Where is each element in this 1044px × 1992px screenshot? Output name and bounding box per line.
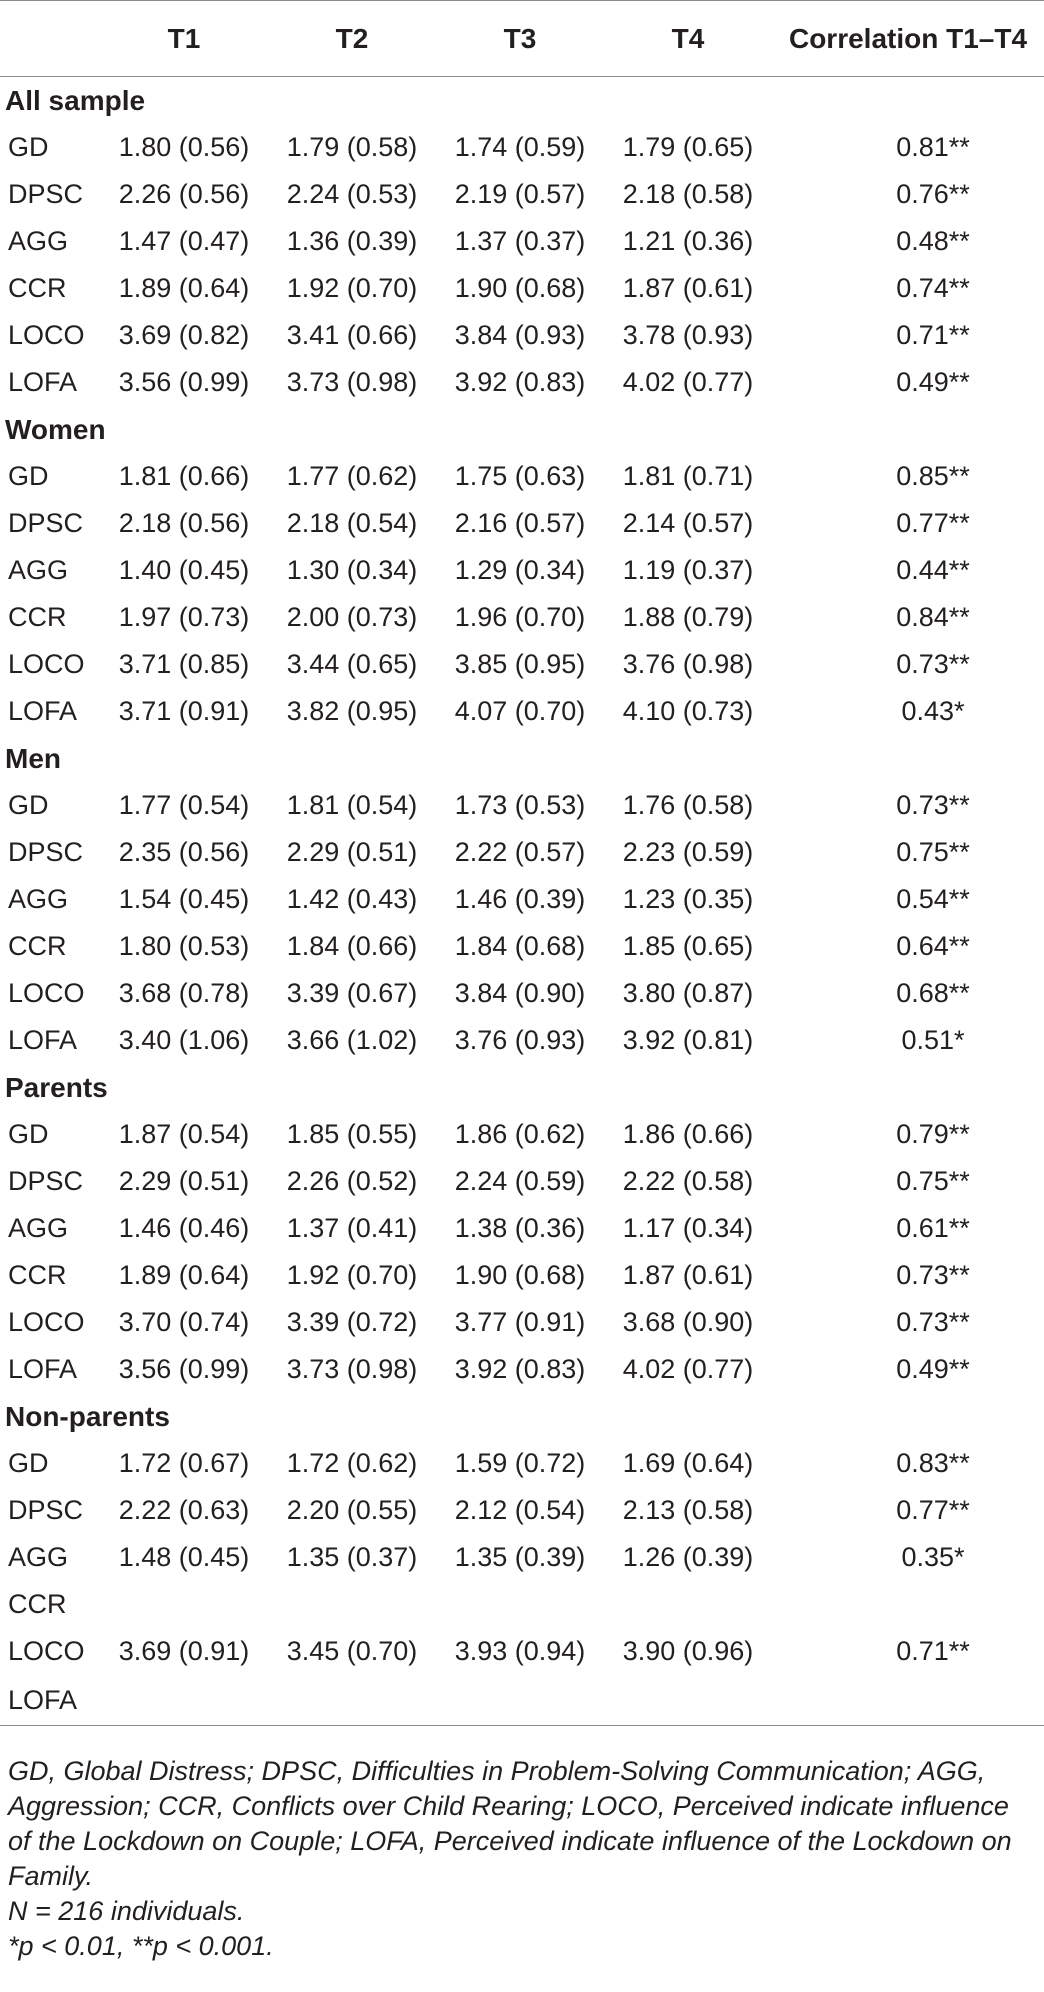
row-variable: LOFA bbox=[8, 696, 78, 726]
table-row bbox=[0, 594, 1044, 641]
cell-t1: 1.77 (0.54) bbox=[118, 790, 250, 820]
cell-t1 bbox=[100, 1675, 268, 1726]
cell-correlation: 0.73** bbox=[896, 1260, 970, 1290]
cell-t2: 2.18 (0.54) bbox=[286, 508, 418, 538]
table-row bbox=[0, 1205, 1044, 1252]
row-variable: LOFA bbox=[8, 367, 78, 397]
row-variable: AGG bbox=[8, 1542, 69, 1572]
cell-correlation: 0.76** bbox=[896, 179, 970, 209]
row-variable: AGG bbox=[8, 884, 69, 914]
cell-t1: 1.80 (0.56) bbox=[118, 132, 250, 162]
group-title: Men bbox=[5, 742, 61, 774]
cell-t1: 2.35 (0.56) bbox=[118, 837, 250, 867]
cell-t2: 1.85 (0.55) bbox=[286, 1119, 418, 1149]
cell-t4: 3.76 (0.98) bbox=[622, 649, 754, 679]
cell-t1: 1.40 (0.45) bbox=[118, 555, 250, 585]
cell-t2: 3.73 (0.98) bbox=[286, 367, 418, 397]
group-title: Parents bbox=[5, 1071, 108, 1103]
group-title: All sample bbox=[5, 84, 146, 116]
cell-t4: 2.22 (0.58) bbox=[622, 1166, 754, 1196]
row-variable: GD bbox=[8, 132, 49, 162]
row-variable: CCR bbox=[8, 1260, 67, 1290]
row-variable: LOCO bbox=[8, 320, 85, 350]
cell-correlation bbox=[772, 1581, 1044, 1628]
table-row bbox=[0, 1581, 1044, 1628]
row-variable: LOFA bbox=[8, 1025, 78, 1055]
cell-correlation: 0.83** bbox=[896, 1448, 970, 1478]
cell-t3: 2.22 (0.57) bbox=[454, 837, 586, 867]
cell-correlation: 0.51* bbox=[901, 1025, 965, 1055]
header-t1: T1 bbox=[100, 1, 268, 77]
cell-t1: 1.97 (0.73) bbox=[118, 602, 250, 632]
cell-correlation: 0.48** bbox=[896, 226, 970, 256]
cell-t3: 3.76 (0.93) bbox=[454, 1025, 586, 1055]
cell-t1: 3.68 (0.78) bbox=[118, 978, 250, 1008]
cell-t1: 1.47 (0.47) bbox=[118, 226, 250, 256]
cell-t2: 3.82 (0.95) bbox=[286, 696, 418, 726]
cell-correlation: 0.44** bbox=[896, 555, 970, 585]
cell-t3: 1.73 (0.53) bbox=[454, 790, 586, 820]
cell-t1: 3.40 (1.06) bbox=[118, 1025, 250, 1055]
cell-t2: 3.66 (1.02) bbox=[286, 1025, 418, 1055]
cell-t2: 1.77 (0.62) bbox=[286, 461, 418, 491]
table-row bbox=[0, 1534, 1044, 1581]
row-variable: DPSC bbox=[8, 837, 84, 867]
row-variable: DPSC bbox=[8, 508, 84, 538]
cell-t3: 3.85 (0.95) bbox=[454, 649, 586, 679]
cell-t4: 1.79 (0.65) bbox=[622, 132, 754, 162]
cell-t3: 3.77 (0.91) bbox=[454, 1307, 586, 1337]
table-row bbox=[0, 265, 1044, 312]
cell-correlation: 0.35* bbox=[901, 1542, 965, 1572]
cell-t3: 3.92 (0.83) bbox=[454, 367, 586, 397]
cell-t4: 2.14 (0.57) bbox=[622, 508, 754, 538]
cell-t4: 4.02 (0.77) bbox=[622, 1354, 754, 1384]
cell-t4 bbox=[604, 1675, 772, 1726]
cell-t4: 1.87 (0.61) bbox=[622, 1260, 754, 1290]
table-row bbox=[0, 923, 1044, 970]
row-variable: GD bbox=[8, 461, 49, 491]
cell-correlation: 0.74** bbox=[896, 273, 970, 303]
cell-t2: 1.79 (0.58) bbox=[286, 132, 418, 162]
row-variable: CCR bbox=[8, 602, 67, 632]
cell-t3: 1.37 (0.37) bbox=[454, 226, 586, 256]
cell-t4: 1.26 (0.39) bbox=[622, 1542, 754, 1572]
row-variable: GD bbox=[8, 790, 49, 820]
abbreviations-note: GD, Global Distress; DPSC, Difficulties in Problem-Solving Communication; AGG, Aggression; CCR, Conflicts over Child Rearing; LOCO, Perceived indicate influence of the Lockdown on Couple; LOFA, Perceived indicate influence of the Lockdown on Family. bbox=[8, 1756, 1012, 1891]
cell-t3: 1.46 (0.39) bbox=[454, 884, 586, 914]
cell-t1: 1.80 (0.53) bbox=[118, 931, 250, 961]
table-row bbox=[0, 1111, 1044, 1158]
cell-t2: 3.45 (0.70) bbox=[286, 1636, 418, 1666]
cell-correlation: 0.73** bbox=[896, 649, 970, 679]
cell-t3: 1.96 (0.70) bbox=[454, 602, 586, 632]
row-variable: CCR bbox=[8, 1589, 67, 1619]
cell-correlation bbox=[772, 1675, 1044, 1726]
cell-t4: 4.10 (0.73) bbox=[622, 696, 754, 726]
row-variable: LOFA bbox=[0, 1675, 100, 1726]
cell-t2 bbox=[268, 1675, 436, 1726]
header-t2: T2 bbox=[268, 1, 436, 77]
cell-t3: 1.38 (0.36) bbox=[454, 1213, 586, 1243]
table-row bbox=[0, 1675, 1044, 1726]
cell-t1: 3.56 (0.99) bbox=[118, 367, 250, 397]
cell-t3: 1.35 (0.39) bbox=[454, 1542, 586, 1572]
cell-t4: 3.78 (0.93) bbox=[622, 320, 754, 350]
cell-t2: 2.26 (0.52) bbox=[286, 1166, 418, 1196]
table-row bbox=[0, 970, 1044, 1017]
cell-t2: 1.81 (0.54) bbox=[286, 790, 418, 820]
cell-t3: 2.12 (0.54) bbox=[454, 1495, 586, 1525]
table-footnotes bbox=[8, 1754, 1038, 1964]
group-header-row bbox=[0, 77, 1044, 125]
cell-t4: 1.23 (0.35) bbox=[622, 884, 754, 914]
cell-correlation: 0.79** bbox=[896, 1119, 970, 1149]
table-row bbox=[0, 876, 1044, 923]
cell-t2: 3.73 (0.98) bbox=[286, 1354, 418, 1384]
cell-t3: 1.29 (0.34) bbox=[454, 555, 586, 585]
row-variable: DPSC bbox=[8, 1166, 84, 1196]
cell-t1: 3.56 (0.99) bbox=[118, 1354, 250, 1384]
cell-t3: 2.16 (0.57) bbox=[454, 508, 586, 538]
cell-t4: 1.87 (0.61) bbox=[622, 273, 754, 303]
table-body bbox=[0, 77, 1044, 1726]
cell-correlation: 0.49** bbox=[896, 367, 970, 397]
cell-correlation: 0.71** bbox=[896, 320, 970, 350]
cell-t1: 1.89 (0.64) bbox=[118, 273, 250, 303]
table-row bbox=[0, 359, 1044, 406]
group-header-row bbox=[0, 735, 1044, 782]
cell-t4: 1.85 (0.65) bbox=[622, 931, 754, 961]
group-title: Non-parents bbox=[5, 1400, 170, 1432]
cell-t4: 1.69 (0.64) bbox=[622, 1448, 754, 1478]
cell-t2 bbox=[268, 1581, 436, 1628]
cell-correlation: 0.73** bbox=[896, 1307, 970, 1337]
group-header-row bbox=[0, 406, 1044, 453]
cell-t1: 1.89 (0.64) bbox=[118, 1260, 250, 1290]
cell-t3: 1.90 (0.68) bbox=[454, 1260, 586, 1290]
row-variable: AGG bbox=[8, 555, 69, 585]
row-variable: AGG bbox=[8, 226, 69, 256]
cell-t3: 1.86 (0.62) bbox=[454, 1119, 586, 1149]
cell-t1: 1.72 (0.67) bbox=[118, 1448, 250, 1478]
cell-correlation: 0.77** bbox=[896, 508, 970, 538]
cell-t3: 2.24 (0.59) bbox=[454, 1166, 586, 1196]
cell-correlation: 0.61** bbox=[896, 1213, 970, 1243]
table-row bbox=[0, 312, 1044, 359]
table-row bbox=[0, 1440, 1044, 1487]
cell-t4: 1.21 (0.36) bbox=[622, 226, 754, 256]
header-row bbox=[0, 1, 1044, 77]
cell-t1: 1.48 (0.45) bbox=[118, 1542, 250, 1572]
significance-note: *p < 0.01, **p < 0.001. bbox=[8, 1931, 274, 1961]
group-header-row bbox=[0, 1064, 1044, 1111]
cell-t2: 2.29 (0.51) bbox=[286, 837, 418, 867]
cell-t1: 1.54 (0.45) bbox=[118, 884, 250, 914]
cell-t4: 2.18 (0.58) bbox=[622, 179, 754, 209]
table-row bbox=[0, 1487, 1044, 1534]
cell-t2: 1.92 (0.70) bbox=[286, 1260, 418, 1290]
row-variable: CCR bbox=[8, 273, 67, 303]
cell-t3: 3.84 (0.93) bbox=[454, 320, 586, 350]
cell-t1: 2.22 (0.63) bbox=[118, 1495, 250, 1525]
cell-correlation: 0.49** bbox=[896, 1354, 970, 1384]
cell-t4: 3.80 (0.87) bbox=[622, 978, 754, 1008]
header-correlation: Correlation T1–T4 bbox=[772, 1, 1044, 77]
cell-t2: 2.00 (0.73) bbox=[286, 602, 418, 632]
cell-t2: 1.84 (0.66) bbox=[286, 931, 418, 961]
cell-t4: 3.68 (0.90) bbox=[622, 1307, 754, 1337]
table-header bbox=[0, 1, 1044, 77]
cell-t1: 3.70 (0.74) bbox=[118, 1307, 250, 1337]
cell-t2: 1.92 (0.70) bbox=[286, 273, 418, 303]
table-row bbox=[0, 124, 1044, 171]
cell-t4: 1.88 (0.79) bbox=[622, 602, 754, 632]
cell-t1: 3.69 (0.91) bbox=[118, 1636, 250, 1666]
table-row bbox=[0, 1252, 1044, 1299]
row-variable: LOCO bbox=[8, 649, 85, 679]
group-title: Women bbox=[5, 413, 106, 445]
cell-t3 bbox=[436, 1675, 604, 1726]
cell-correlation: 0.68** bbox=[896, 978, 970, 1008]
cell-t4: 3.92 (0.81) bbox=[622, 1025, 754, 1055]
cell-t4 bbox=[604, 1581, 772, 1628]
cell-correlation: 0.54** bbox=[896, 884, 970, 914]
cell-t1 bbox=[100, 1581, 268, 1628]
table-row bbox=[0, 1017, 1044, 1064]
cell-correlation: 0.75** bbox=[896, 837, 970, 867]
cell-t2: 1.36 (0.39) bbox=[286, 226, 418, 256]
cell-t3: 3.92 (0.83) bbox=[454, 1354, 586, 1384]
cell-t3: 1.75 (0.63) bbox=[454, 461, 586, 491]
table-row bbox=[0, 453, 1044, 500]
row-variable: AGG bbox=[8, 1213, 69, 1243]
cell-t1: 1.87 (0.54) bbox=[118, 1119, 250, 1149]
cell-t1: 3.69 (0.82) bbox=[118, 320, 250, 350]
cell-t4: 4.02 (0.77) bbox=[622, 367, 754, 397]
table-row bbox=[0, 1299, 1044, 1346]
row-variable: GD bbox=[8, 1448, 49, 1478]
cell-t1: 1.81 (0.66) bbox=[118, 461, 250, 491]
cell-t3: 3.84 (0.90) bbox=[454, 978, 586, 1008]
table-row bbox=[0, 218, 1044, 265]
cell-t2: 3.41 (0.66) bbox=[286, 320, 418, 350]
cell-t4: 2.23 (0.59) bbox=[622, 837, 754, 867]
cell-t4: 1.17 (0.34) bbox=[622, 1213, 754, 1243]
cell-t4: 2.13 (0.58) bbox=[622, 1495, 754, 1525]
cell-t3: 1.90 (0.68) bbox=[454, 273, 586, 303]
cell-t3: 1.84 (0.68) bbox=[454, 931, 586, 961]
cell-correlation: 0.71** bbox=[896, 1636, 970, 1666]
cell-t2: 3.39 (0.72) bbox=[286, 1307, 418, 1337]
cell-t2: 1.42 (0.43) bbox=[286, 884, 418, 914]
cell-t3: 1.59 (0.72) bbox=[454, 1448, 586, 1478]
cell-t2: 1.35 (0.37) bbox=[286, 1542, 418, 1572]
cell-t4: 3.90 (0.96) bbox=[622, 1636, 754, 1666]
row-variable: DPSC bbox=[8, 179, 84, 209]
cell-correlation: 0.84** bbox=[896, 602, 970, 632]
cell-t1: 2.18 (0.56) bbox=[118, 508, 250, 538]
cell-correlation: 0.85** bbox=[896, 461, 970, 491]
cell-correlation: 0.77** bbox=[896, 1495, 970, 1525]
cell-t1: 3.71 (0.85) bbox=[118, 649, 250, 679]
cell-t2: 1.37 (0.41) bbox=[286, 1213, 418, 1243]
cell-t3 bbox=[436, 1581, 604, 1628]
cell-t2: 2.24 (0.53) bbox=[286, 179, 418, 209]
table-row bbox=[0, 1628, 1044, 1675]
table-row bbox=[0, 171, 1044, 218]
cell-t3: 4.07 (0.70) bbox=[454, 696, 586, 726]
cell-t2: 3.39 (0.67) bbox=[286, 978, 418, 1008]
cell-t4: 1.81 (0.71) bbox=[622, 461, 754, 491]
header-variable bbox=[0, 1, 100, 77]
row-variable: LOCO bbox=[8, 1636, 85, 1666]
table-row bbox=[0, 1346, 1044, 1393]
cell-correlation: 0.81** bbox=[896, 132, 970, 162]
row-variable: LOCO bbox=[8, 1307, 85, 1337]
cell-t1: 3.71 (0.91) bbox=[118, 696, 250, 726]
cell-t1: 1.46 (0.46) bbox=[118, 1213, 250, 1243]
header-t4: T4 bbox=[604, 1, 772, 77]
row-variable: LOFA bbox=[8, 1354, 78, 1384]
cell-correlation: 0.64** bbox=[896, 931, 970, 961]
sample-size-note: N = 216 individuals. bbox=[8, 1896, 245, 1926]
cell-t2: 2.20 (0.55) bbox=[286, 1495, 418, 1525]
cell-t1: 2.29 (0.51) bbox=[118, 1166, 250, 1196]
group-header-row bbox=[0, 1393, 1044, 1440]
row-variable: LOCO bbox=[8, 978, 85, 1008]
cell-t2: 1.30 (0.34) bbox=[286, 555, 418, 585]
cell-t4: 1.76 (0.58) bbox=[622, 790, 754, 820]
table-row bbox=[0, 641, 1044, 688]
cell-t4: 1.19 (0.37) bbox=[622, 555, 754, 585]
cell-t4: 1.86 (0.66) bbox=[622, 1119, 754, 1149]
cell-t3: 3.93 (0.94) bbox=[454, 1636, 586, 1666]
table-row bbox=[0, 829, 1044, 876]
row-variable: DPSC bbox=[8, 1495, 84, 1525]
cell-t3: 1.74 (0.59) bbox=[454, 132, 586, 162]
cell-t2: 1.72 (0.62) bbox=[286, 1448, 418, 1478]
table-row bbox=[0, 547, 1044, 594]
row-variable: CCR bbox=[8, 931, 67, 961]
table-row bbox=[0, 782, 1044, 829]
cell-t3: 2.19 (0.57) bbox=[454, 179, 586, 209]
cell-correlation: 0.75** bbox=[896, 1166, 970, 1196]
table-row bbox=[0, 500, 1044, 547]
cell-correlation: 0.73** bbox=[896, 790, 970, 820]
table-row bbox=[0, 688, 1044, 735]
header-t3: T3 bbox=[436, 1, 604, 77]
cell-t1: 2.26 (0.56) bbox=[118, 179, 250, 209]
cell-correlation: 0.43* bbox=[901, 696, 965, 726]
table-row bbox=[0, 1158, 1044, 1205]
cell-t2: 3.44 (0.65) bbox=[286, 649, 418, 679]
row-variable: GD bbox=[8, 1119, 49, 1149]
